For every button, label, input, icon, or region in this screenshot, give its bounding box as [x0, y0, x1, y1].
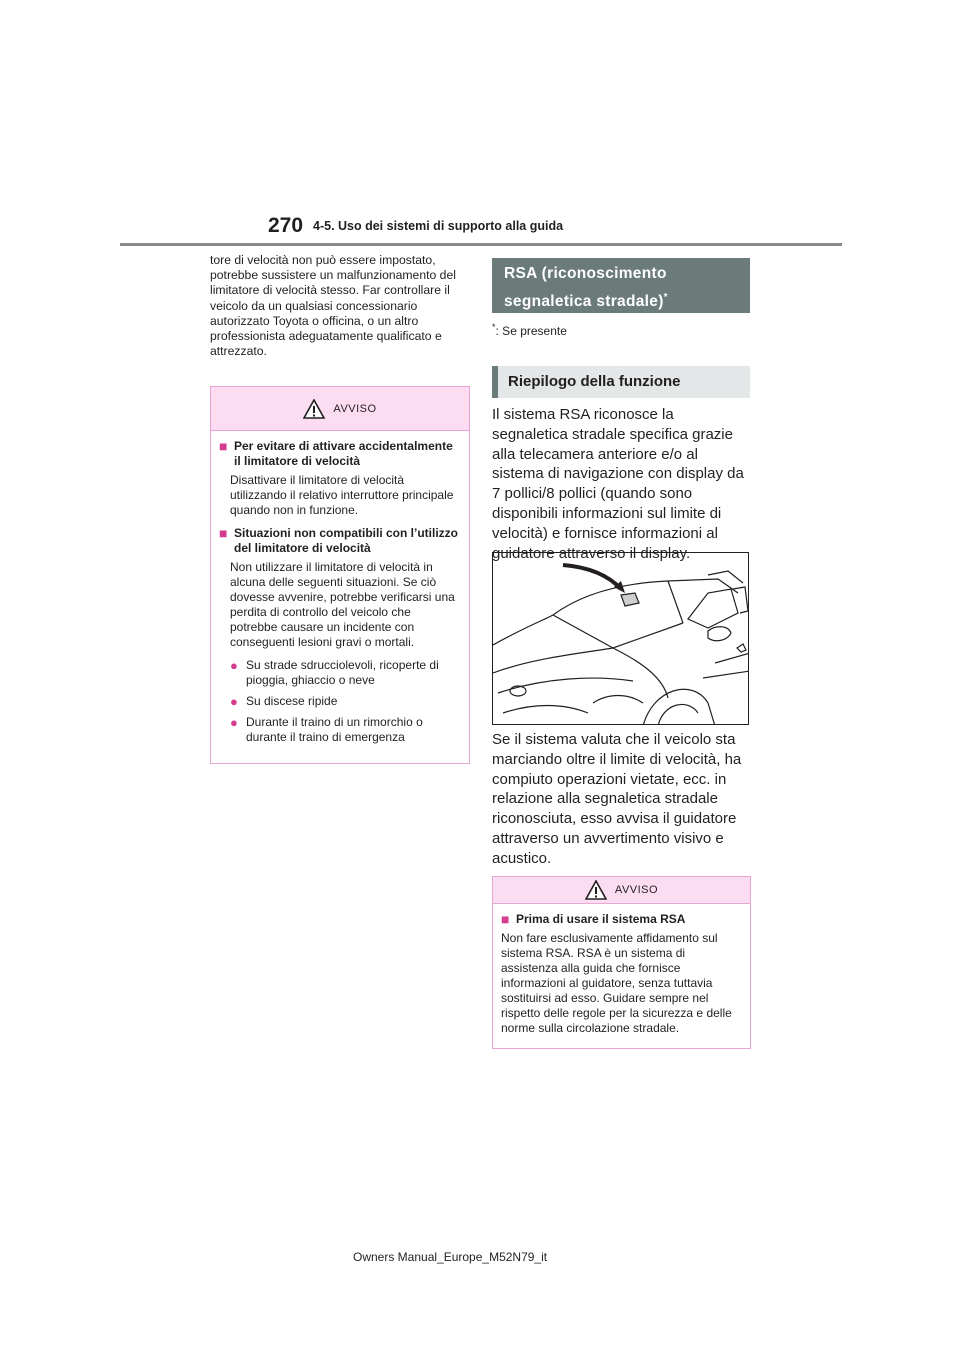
summary-heading: Riepilogo della funzione: [492, 366, 750, 398]
warning-behavior-paragraph: Se il sistema valuta che il veicolo sta marciando oltre il limite di velocità, ha compiuto operazioni vietate, ecc. in relazione alla segnaletica stradale riconosciuta, esso avvisa il guidatore attraverso un avvertimento visivo e acustico.: [492, 731, 742, 867]
footnote-text: : Se presente: [495, 324, 567, 338]
warning-triangle-icon: [585, 880, 607, 900]
warning-item-heading: Per evitare di attivare accidentalmente il limitatore di velocità: [234, 439, 453, 468]
section-title: 4-5. Uso dei sistemi di supporto alla guida: [313, 219, 564, 233]
warning-body: [211, 431, 469, 753]
warning-triangle-icon: [303, 399, 325, 419]
banner-line-1: RSA (riconoscimento: [504, 265, 667, 282]
banner-asterisk: *: [663, 292, 668, 303]
warning-item: [501, 912, 740, 1036]
footnote: [492, 322, 567, 338]
warning-box-rsa: [492, 876, 751, 1049]
warning-label: AVVISO: [333, 402, 377, 415]
warning-item: [219, 526, 459, 650]
warning-item: [219, 439, 459, 518]
car-windshield-camera-illustration: [492, 552, 749, 725]
warning-item-text: Non utilizzare il limitatore di velocità in alcuna delle seguenti situazioni. Se ciò dovesse avvenire, potrebbe verificarsi una perdita di controllo del veicolo che potrebbe causare un incidente con conseguenti lesioni gravi o mortali.: [230, 560, 455, 649]
warning-bullet: ● Su strade sdrucciolevoli, ricoperte di pioggia, ghiaccio o neve: [230, 658, 439, 687]
circle-bullet-icon: ●: [230, 658, 238, 673]
section-banner: [492, 258, 750, 313]
footnote-mark: *: [492, 322, 496, 332]
warning-label: AVVISO: [614, 884, 659, 896]
header-rule: [120, 243, 842, 246]
banner-line-2: segnaletica stradale): [504, 293, 664, 311]
left-column: [210, 253, 472, 359]
continued-paragraph: tore di velocità non può essere impostato, potrebbe sussistere un malfunzionamento del limitatore di velocità stesso. Far controllare il veicolo da un qualsiasi concessionario autorizzato Toyota o officina, o un altro professionista adeguatamente qualificato e attrezzato.: [210, 253, 456, 359]
warning-header: [493, 877, 750, 904]
summary-paragraph: Il sistema RSA riconosce la segnaletica stradale specifica grazie alla telecamera anteriore e/o al sistema di navigazione con display da 7 pollici/8 pollici (quando sono disponibili informazioni sul limite di velocità) e fornisce informazioni al guidatore attraverso il display.: [492, 406, 744, 562]
footer-manual-id: Owners Manual_Europe_M52N79_it: [353, 1250, 548, 1264]
warning-box-speed-limiter: [210, 386, 470, 764]
page-number: 270: [268, 214, 304, 237]
warning-item-text: Non fare esclusivamente affidamento sul sistema RSA. RSA è un sistema di assistenza alla guida che fornisce informazioni al guidatore, senza tuttavia sostituirsi ad esso. Guidare sempre nel rispetto delle regole per la sicurezza e delle norme sulla circolazione stradale.: [501, 931, 732, 1035]
car-illustration-icon: [493, 553, 749, 725]
warning-bullet: ● Su discese ripide: [230, 694, 338, 709]
square-bullet-icon: ■: [219, 525, 228, 541]
warning-bullet: ● Durante il traino di un rimorchio o durante il traino di emergenza: [230, 715, 423, 744]
warning-header: [211, 387, 469, 431]
circle-bullet-icon: ●: [230, 715, 238, 730]
warning-body: [493, 904, 750, 1052]
warning-item-heading: Prima di usare il sistema RSA: [516, 912, 686, 926]
square-bullet-icon: ■: [501, 911, 510, 927]
circle-bullet-icon: ●: [230, 694, 238, 709]
warning-item-heading: Situazioni non compatibili con l’utilizzo del limitatore di velocità: [234, 526, 458, 555]
square-bullet-icon: ■: [219, 438, 228, 454]
warning-item-text: Disattivare il limitatore di velocità utilizzando il relativo interruttore principale quando non in funzione.: [230, 473, 454, 517]
